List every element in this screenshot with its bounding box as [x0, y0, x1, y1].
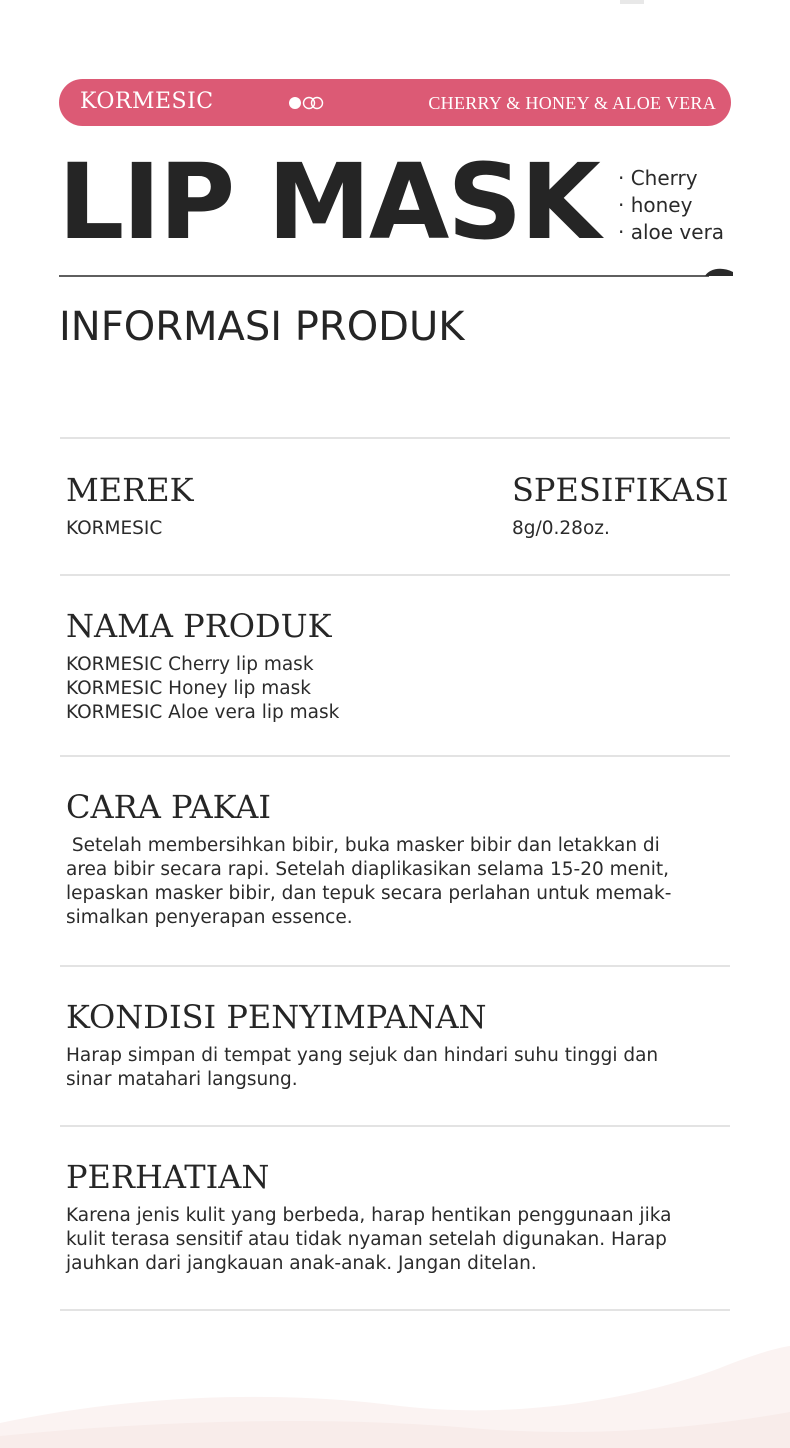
- caution-label: PERHATIAN: [66, 1158, 270, 1196]
- decorative-wave: [0, 1328, 790, 1448]
- storage-line: sinar matahari langsung.: [66, 1069, 298, 1090]
- brand-logo: KORMESIC: [80, 89, 214, 114]
- caution-line: Karena jenis kulit yang berbeda, harap hentikan penggunaan jika: [66, 1205, 672, 1226]
- usage-line: area bibir secara rapi. Setelah diaplikasikan selama 15-20 menit,: [66, 859, 670, 880]
- caution-text: [66, 1204, 726, 1276]
- divider: [60, 1125, 730, 1127]
- usage-line: Setelah membersihkan bibir, buka masker bibir dan letakkan di: [66, 835, 660, 856]
- spec-label: SPESIFIKASI: [512, 471, 729, 509]
- divider: [60, 437, 730, 439]
- usage-block: [66, 788, 726, 930]
- brand-label: MEREK: [66, 471, 194, 509]
- section-title: INFORMASI PRODUK: [59, 304, 465, 350]
- header-rule: [59, 266, 733, 280]
- product-headline: LIP MASK: [58, 141, 599, 263]
- spec-block: [512, 471, 729, 541]
- top-corner-mark: [620, 0, 644, 4]
- usage-line: simalkan penyerapan essence.: [66, 907, 353, 928]
- product-name-block: [66, 607, 726, 725]
- divider: [60, 574, 730, 576]
- storage-text: [66, 1044, 726, 1092]
- rings-icon: [288, 96, 332, 110]
- usage-line: lepaskan masker bibir, dan tepuk secara perlahan untuk memak-: [66, 883, 672, 904]
- storage-line: Harap simpan di tempat yang sejuk dan hindari suhu tinggi dan: [66, 1045, 659, 1066]
- banner-tagline: CHERRY & HONEY & ALOE VERA: [428, 93, 716, 113]
- caution-line: kulit terasa sensitif atau tidak nyaman setelah digunakan. Harap: [66, 1229, 667, 1250]
- usage-text: [66, 834, 726, 930]
- flavor-item: · Cherry: [618, 166, 698, 190]
- flavor-list: [618, 165, 724, 246]
- spec-value: 8g/0.28oz.: [512, 518, 610, 539]
- storage-block: [66, 998, 726, 1092]
- product-name-line: KORMESIC Honey lip mask: [66, 678, 311, 699]
- product-name-line: KORMESIC Aloe vera lip mask: [66, 702, 340, 723]
- storage-label: KONDISI PENYIMPANAN: [66, 998, 487, 1036]
- divider: [60, 965, 730, 967]
- brand-block: [66, 471, 193, 541]
- caution-block: [66, 1158, 726, 1276]
- brand-banner: [59, 79, 731, 126]
- flavor-item: · honey: [618, 193, 693, 217]
- divider: [60, 1309, 730, 1311]
- product-name-value: [66, 653, 726, 725]
- divider: [60, 755, 730, 757]
- brand-value: KORMESIC: [66, 518, 163, 539]
- flavor-item: · aloe vera: [618, 220, 725, 244]
- caution-line: jauhkan dari jangkauan anak-anak. Jangan ditelan.: [66, 1253, 537, 1274]
- usage-label: CARA PAKAI: [66, 788, 272, 826]
- product-name-label: NAMA PRODUK: [66, 607, 332, 645]
- product-name-line: KORMESIC Cherry lip mask: [66, 654, 314, 675]
